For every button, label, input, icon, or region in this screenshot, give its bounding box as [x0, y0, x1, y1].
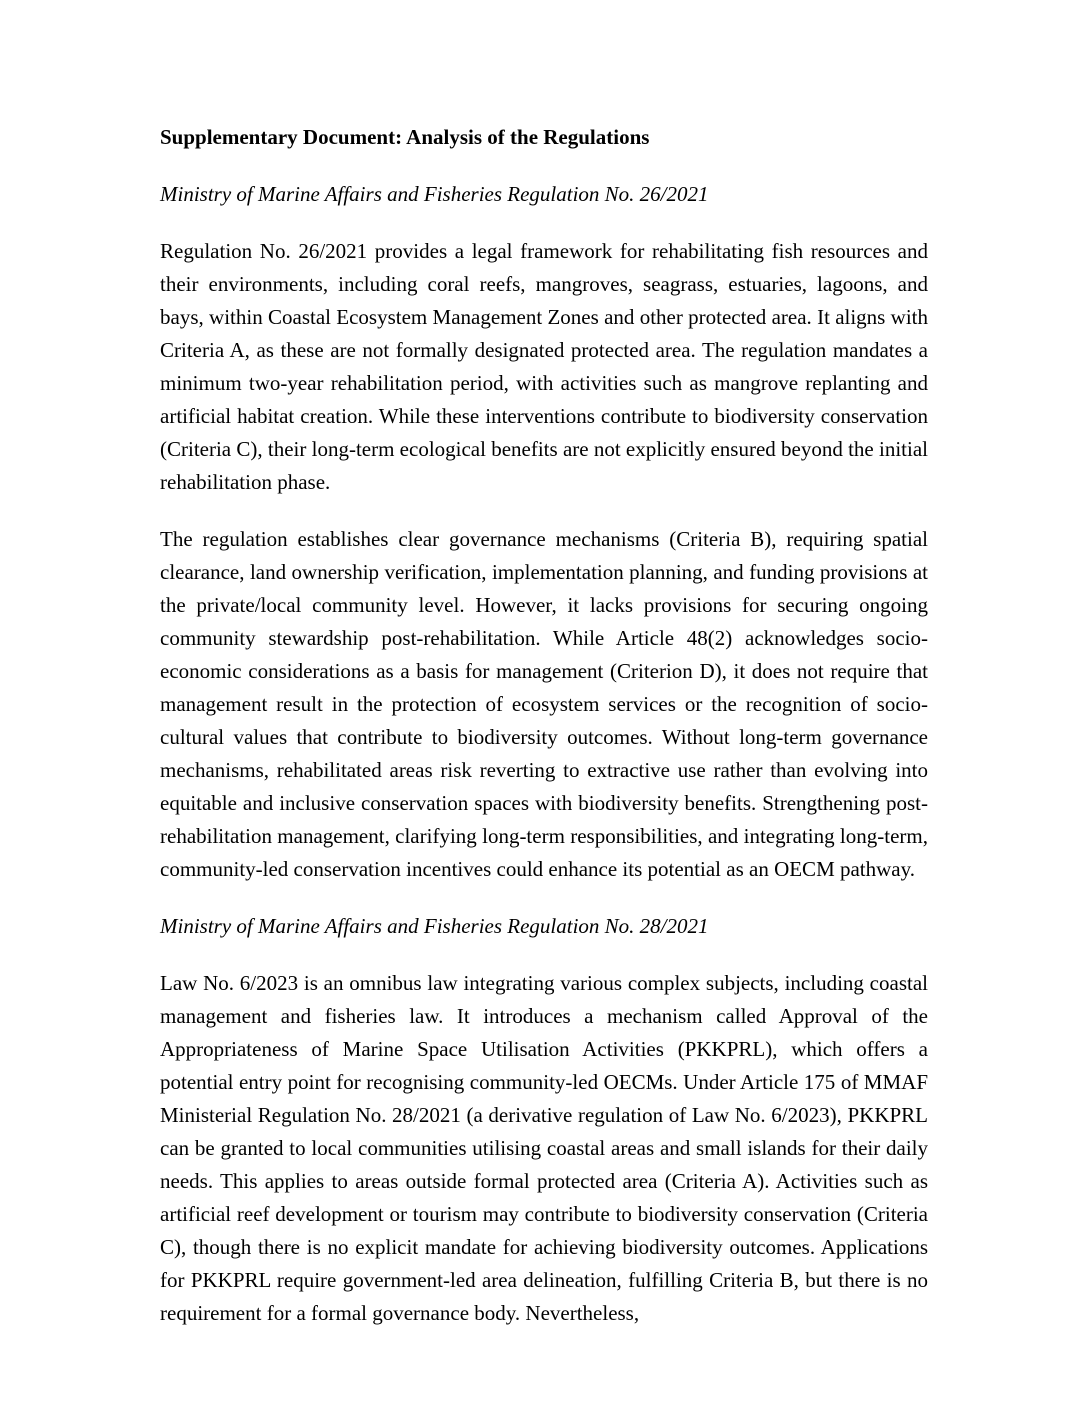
document-title: Supplementary Document: Analysis of the Regulations	[160, 125, 650, 149]
section-heading-regulation-26-2021: Ministry of Marine Affairs and Fisheries Regulation No. 26/2021	[160, 182, 709, 206]
section-heading-regulation-28-2021: Ministry of Marine Affairs and Fisheries Regulation No. 28/2021	[160, 914, 709, 938]
paragraph-regulation-26-governance: The regulation establishes clear governance mechanisms (Criteria B), requiring spatial clearance, land ownership verification, implementation planning, and funding provisions at the private/local community level. However, it lacks provisions for securing ongoing community stewardship post-rehabilitation. While Article 48(2) acknowledges socio-economic considerations as a basis for management (Criterion D), it does not require that management result in the protection of ecosystem services or the recognition of socio-cultural values that contribute to biodiversity outcomes. Without long-term governance mechanisms, rehabilitated areas risk reverting to extractive use rather than evolving into equitable and inclusive conservation spaces with biodiversity benefits. Strengthening post-rehabilitation management, clarifying long-term responsibilities, and integrating long-term, community-led conservation incentives could enhance its potential as an OECM pathway.	[160, 527, 928, 881]
paragraph-regulation-26-overview: Regulation No. 26/2021 provides a legal framework for rehabilitating fish resources and their environments, including coral reefs, mangroves, seagrass, estuaries, lagoons, and bays, within Coastal Ecosystem Management Zones and other protected area. It aligns with Criteria A, as these are not formally designated protected area. The regulation mandates a minimum two-year rehabilitation period, with activities such as mangrove replanting and artificial habitat creation. While these interventions contribute to biodiversity conservation (Criteria C), their long-term ecological benefits are not explicitly ensured beyond the initial rehabilitation phase.	[160, 239, 928, 494]
paragraph-regulation-28-overview: Law No. 6/2023 is an omnibus law integrating various complex subjects, including coastal management and fisheries law. It introduces a mechanism called Approval of the Appropriateness of Marine Space Utilisation Activities (PKKPRL), which offers a potential entry point for recognising community-led OECMs. Under Article 175 of MMAF Ministerial Regulation No. 28/2021 (a derivative regulation of Law No. 6/2023), PKKPRL can be granted to local communities utilising coastal areas and small islands for their daily needs. This applies to areas outside formal protected area (Criteria A). Activities such as artificial reef development or tourism may contribute to biodiversity conservation (Criteria C), though there is no explicit mandate for achieving biodiversity outcomes. Applications for PKKPRL require government-led area delineation, fulfilling Criteria B, but there is no requirement for a formal governance body. Nevertheless,	[160, 971, 928, 1325]
